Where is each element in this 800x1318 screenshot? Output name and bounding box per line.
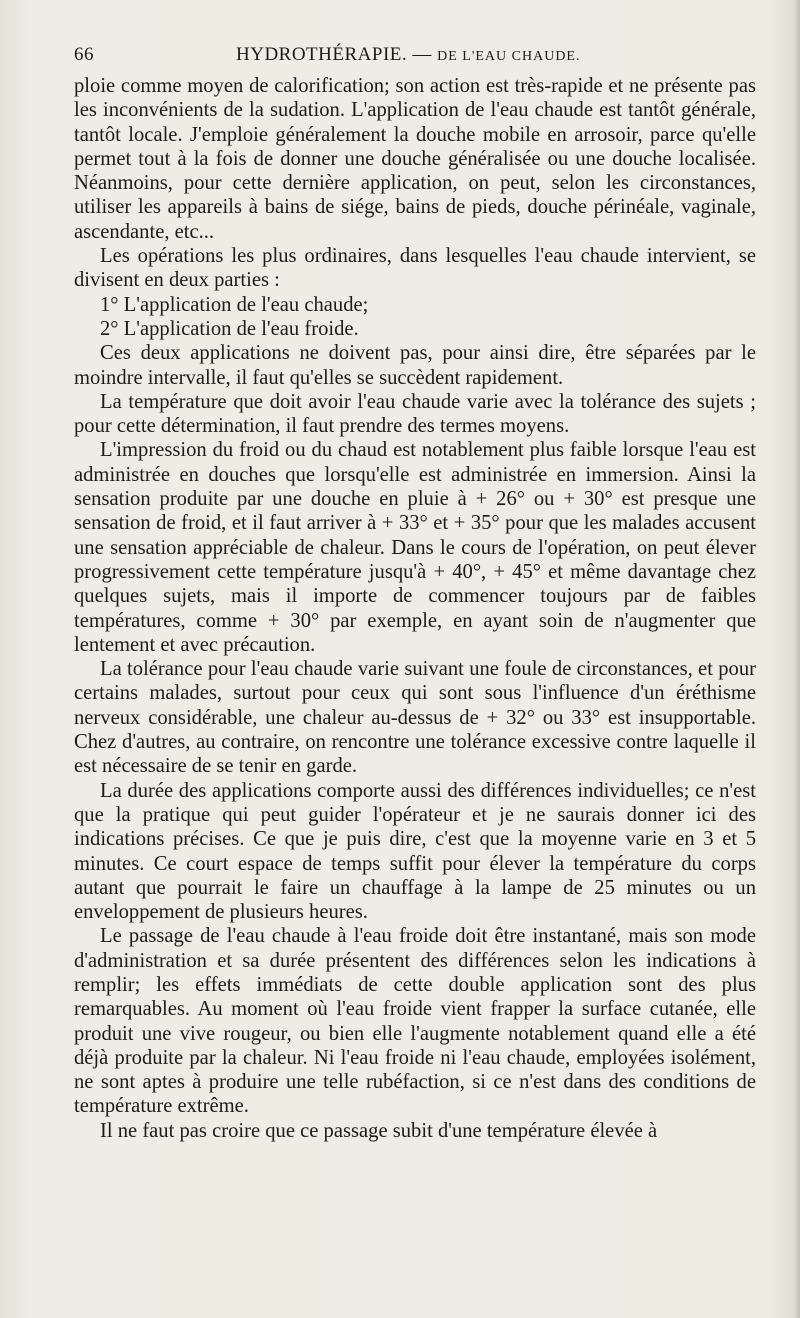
running-header	[74, 40, 756, 74]
running-title-sub: DE L'EAU CHAUDE.	[437, 49, 581, 64]
page-number: 66	[74, 44, 94, 65]
paragraph: La tolérance pour l'eau chaude varie suivant une foule de circonstances, et pour certains malades, surtout pour ceux qui sont sous l'influence d'un éréthisme nerveux considérable, une chaleur au-dessus de + 32° ou 33° est insupportable. Chez d'autres, au contraire, on rencontre une tolérance excessive contre laquelle il est nécessaire de se tenir en garde.	[74, 658, 756, 778]
body-text	[74, 74, 756, 1143]
paragraph: Il ne faut pas croire que ce passage subit d'une température élevée à	[100, 1119, 658, 1142]
paragraph: Le passage de l'eau chaude à l'eau froide doit être instantané, mais son mode d'administration et sa durée présentent des différences selon les indications à remplir; les effets immédiats de cette double application sont des plus remarquables. Au moment où l'eau froide vient frapper la surface cutanée, elle produit une vive rougeur, ou bien elle l'augmente notablement quand elle a été déjà produite par la chaleur. Ni l'eau froide ni l'eau chaude, employées isolément, ne sont aptes à produire une telle rubéfaction, si ce n'est dans des conditions de température extrême.	[74, 925, 756, 1118]
running-title-separator: —	[412, 44, 432, 65]
page-edge-shadow	[794, 0, 800, 1318]
paragraph: Les opérations les plus ordinaires, dans lesquelles l'eau chaude intervient, se divisent en deux parties :	[74, 245, 756, 292]
paragraph: Ces deux applications ne doivent pas, pour ainsi dire, être séparées par le moindre intervalle, il faut qu'elles se succèdent rapidement.	[74, 342, 756, 389]
paragraph: L'impression du froid ou du chaud est notablement plus faible lorsque l'eau est administrée en douches que lorsqu'elle est administrée en immersion. Ainsi la sensation produite par une douche en pluie à + 26° ou + 30° est presque une sensation de froid, et il faut arriver à + 33° et + 35° pour que les malades accusent une sensation appréciable de chaleur. Dans le cours de l'opération, on peut élever progressivement cette température jusqu'à + 40°, + 45° et même davantage chez quelques sujets, mais il importe de commencer toujours par de faibles températures, comme + 30° par exemple, en ayant soin de n'augmenter que lentement et avec précaution.	[74, 439, 756, 656]
paragraph: La durée des applications comporte aussi des différences individuelles; ce n'est que la pratique qui peut guider l'opérateur et je ne saurais donner ici des indications précises. Ce que je puis dire, c'est que la moyenne varie en 3 et 5 minutes. Ce court espace de temps suffit pour élever la température du corps autant que pourrait le faire un chauffage à la lampe de 25 minutes ou un enveloppement de plusieurs heures.	[74, 779, 756, 924]
list-item: 1° L'application de l'eau chaude;	[100, 293, 369, 316]
running-title-main: HYDROTHÉRAPIE.	[236, 44, 408, 65]
list-item: 2° L'application de l'eau froide.	[100, 317, 359, 340]
paragraph-continuation: ploie comme moyen de calorification; son action est très-rapide et ne présente pas les inconvénients de la sudation. L'application de l'eau chaude est tantôt générale, tantôt locale. J'emploie généralement la douche mobile en arrosoir, parce qu'elle permet tout à la fois de donner une douche généralisée ou une douche localisée. Néanmoins, pour cette dernière application, on peut, selon les circonstances, utiliser les appareils à bains de siége, bains de pieds, douche périnéale, vaginale, ascendante, etc...	[74, 75, 756, 243]
running-title	[236, 44, 580, 66]
paragraph: La température que doit avoir l'eau chaude varie avec la tolérance des sujets ; pour cette détermination, il faut prendre des termes moyens.	[74, 390, 756, 438]
